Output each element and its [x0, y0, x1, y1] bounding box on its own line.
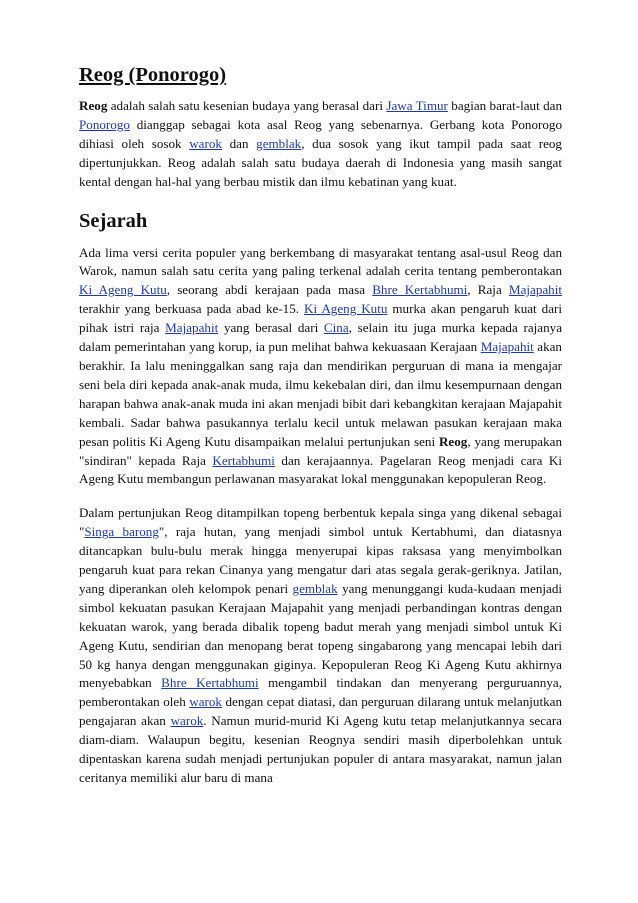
- link-gemblak[interactable]: gemblak: [292, 580, 338, 596]
- paragraph-text: bagian barat-laut dan: [447, 98, 562, 113]
- intro-paragraph: [79, 97, 562, 192]
- paragraph-text: mengambil tindakan dan menyerang perguruannya, pemberontakan oleh: [79, 675, 562, 710]
- paragraph-text: ", raja hutan, yang menjadi simbol untuk Kertabhumi, dan diatasnya ditancapkan bulu-bulu merak hingga menyerupai kipas raksasa yang menyimbolkan pengaruh kuat para rekan Cinanya yang mengatur dari atas segala gerak-geriknya. Jatilan, yang diperankan oleh kelompok penari: [79, 524, 562, 596]
- section-heading-sejarah: Sejarah: [79, 209, 148, 232]
- paragraph-text: Dalam pertunjukan Reog ditampilkan topeng berbentuk kepala singa yang dikenal sebagai ": [79, 505, 562, 540]
- paragraph-text: dianggap sebagai kota asal Reog yang sebenarnya. Gerbang kota Ponorogo dihiasi oleh sosok: [79, 116, 562, 151]
- page-title: Reog (Ponorogo): [79, 64, 227, 86]
- paragraph-text: . Namun murid-murid Ki Ageng kutu tetap melanjutkannya secara diam-diam. Walaupun begitu, kesenian Reognya sendiri masih diperbolehkan untuk dipentaskan karena sudah menjadi pertunjukan populer di antara masyarakat, namun jalan ceritanya memiliki alur baru di mana: [79, 713, 562, 785]
- link-bhre-kertabhumi[interactable]: Bhre Kertabhumi: [372, 282, 468, 298]
- paragraph-text: akan berakhir. Ia lalu meninggalkan sang raja dan mendirikan perguruan di mana ia mengajar seni bela diri kepada anak-anak muda, ilmu kekebalan diri, dan ilmu kesempurnaan dengan harapan bahwa anak-anak muda ini akan menjadi bibit dari kebangkitan kerajaan Majapahit kembali. Sadar bahwa pasukannya terlalu kecil untuk melawan pasukan kerajaan maka pesan politis Ki Ageng Kutu disampaikan melalui pertunjukan seni: [79, 339, 562, 449]
- paragraph-text: , yang merupakan "sindiran" kepada Raja: [79, 433, 562, 468]
- link-kertabhumi[interactable]: Kertabhumi: [212, 452, 275, 468]
- bold-term: Reog: [438, 433, 468, 449]
- link-cina[interactable]: Cina: [323, 320, 349, 336]
- link-ki-ageng-kutu[interactable]: Ki Ageng Kutu: [79, 282, 167, 298]
- link-majapahit[interactable]: Majapahit: [165, 320, 219, 336]
- document-page: [79, 62, 562, 788]
- paragraph-text: adalah salah satu kesenian budaya yang berasal dari: [107, 98, 387, 113]
- link-majapahit[interactable]: Majapahit: [480, 339, 534, 355]
- link-gemblak[interactable]: gemblak: [256, 135, 302, 151]
- paragraph-text: , Raja: [467, 282, 509, 298]
- paragraph-text: dan: [221, 135, 257, 151]
- bold-term: Reog: [79, 98, 108, 113]
- link-ponorogo[interactable]: Ponorogo: [79, 116, 130, 132]
- paragraph-text: , selain itu juga murka kepada rajanya dalam pemerintahan yang korup, ia pun melihat bahwa kekuasaan Kerajaan: [79, 320, 563, 355]
- link-warok[interactable]: warok: [189, 694, 222, 710]
- paragraph-text: murka akan pengaruh kuat dari pihak istri raja: [79, 301, 563, 336]
- link-warok[interactable]: warok: [170, 713, 204, 729]
- paragraph-text: dan kerajaannya. Pagelaran Reog menjadi cara Ki Ageng Kutu membangun perlawanan masyarakat lokal menggunakan kepopuleran Reog.: [79, 452, 562, 487]
- link-jawa-timur[interactable]: Jawa Timur: [386, 98, 448, 113]
- link-singa-barong[interactable]: Singa barong: [84, 524, 159, 540]
- paragraph-text: yang menunggangi kuda-kudaan menjadi simbol kekuatan pasukan Kerajaan Majapahit yang menjadi perbandingan kontras dengan kekuatan warok, yang berada dibalik topeng badut merah yang menjadi simbol untuk Ki Ageng Kutu, sendirian dan menopang berat topeng singabarong yang mencapai lebih dari 50 kg hanya dengan menggunakan giginya. Kepopuleran Reog Ki Ageng Kutu akhirnya menyebabkan: [79, 580, 562, 691]
- link-majapahit[interactable]: Majapahit: [508, 282, 563, 298]
- paragraph-text: terakhir yang berkuasa pada abad ke-15.: [79, 301, 304, 317]
- link-ki-ageng-kutu[interactable]: Ki Ageng Kutu: [304, 301, 388, 317]
- link-bhre-kertabhumi[interactable]: Bhre Kertabhumi: [161, 675, 259, 691]
- link-warok[interactable]: warok: [189, 135, 222, 151]
- paragraph-text: , dua sosok yang ikut tampil pada saat reog dipertunjukkan. Reog adalah salah satu budaya daerah di Indonesia yang masih sangat kental dengan hal-hal yang berbau mistik dan ilmu kebatinan yang kuat.: [79, 135, 562, 189]
- history-paragraph-1: [79, 244, 562, 490]
- paragraph-text: , seorang abdi kerajaan pada masa: [166, 282, 373, 298]
- history-paragraph-2: [79, 504, 562, 788]
- paragraph-text: dengan cepat diatasi, dan perguruan dilarang untuk melanjutkan pengajaran akan: [79, 694, 562, 729]
- paragraph-text: Ada lima versi cerita populer yang berkembang di masyarakat tentang asal-usul Reog dan Warok, namun salah satu cerita yang paling terkenal adalah cerita tentang pemberontakan: [79, 244, 562, 279]
- paragraph-text: yang berasal dari: [218, 320, 324, 336]
